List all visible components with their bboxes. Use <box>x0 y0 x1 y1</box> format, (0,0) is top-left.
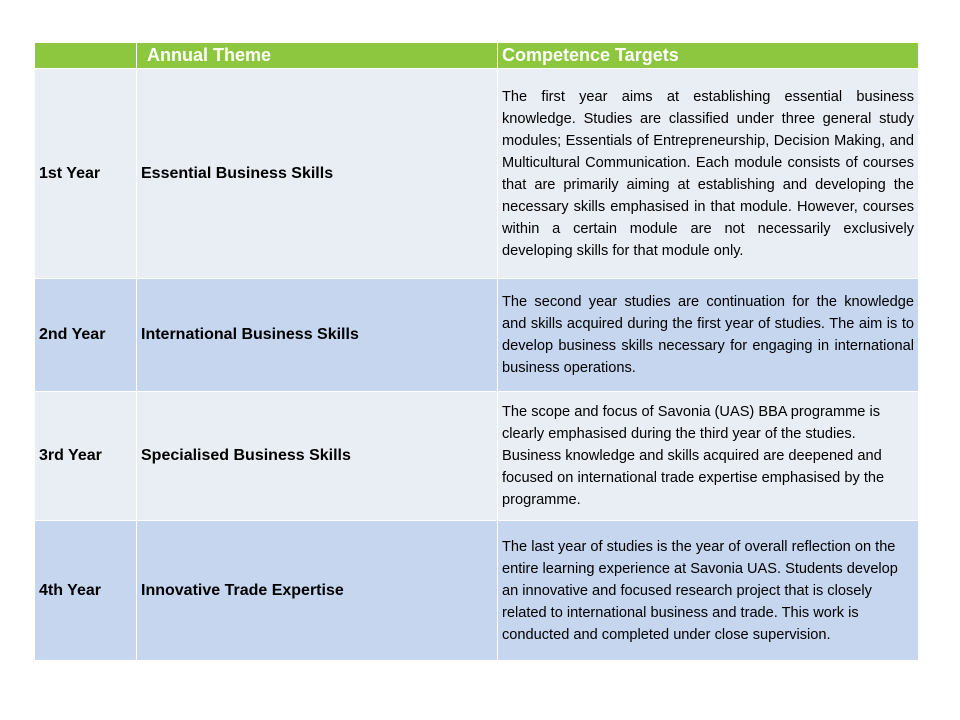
target-description: The first year aims at establishing essential business knowledge. Studies are classified under three general study modules; Essentials of Entrepreneurship, Decision Making, and Multicultural Communication. Each module consists of courses that are primarily aiming at establishing and developing the necessary skills emphasised in that module. However, courses within a certain module are not necessarily exclusively developing skills for that module only. <box>498 69 919 279</box>
header-competence-targets: Competence Targets <box>498 43 919 69</box>
target-description: The last year of studies is the year of overall reflection on the entire learning experience at Savonia UAS. Students develop an innovative and focused research project that is closely related to international business and trade. This work is conducted and completed under close supervision. <box>498 521 919 661</box>
theme-label: Specialised Business Skills <box>137 392 498 521</box>
theme-label: Essential Business Skills <box>137 69 498 279</box>
theme-label: International Business Skills <box>137 279 498 392</box>
table-row-year-4 <box>35 521 919 661</box>
table-row-year-2 <box>35 279 919 392</box>
year-label: 4th Year <box>35 521 137 661</box>
year-label: 3rd Year <box>35 392 137 521</box>
theme-label: Innovative Trade Expertise <box>137 521 498 661</box>
target-description: The scope and focus of Savonia (UAS) BBA programme is clearly emphasised during the third year of the studies. Business knowledge and skills acquired are deepened and focused on international trade expertise emphasised by the programme. <box>498 392 919 521</box>
table-row-year-3 <box>35 392 919 521</box>
header-year <box>35 43 137 69</box>
competence-table <box>34 42 919 661</box>
table-row-year-1 <box>35 69 919 279</box>
year-label: 1st Year <box>35 69 137 279</box>
target-description: The second year studies are continuation for the knowledge and skills acquired during the first year of studies. The aim is to develop business skills necessary for engaging in international business operations. <box>498 279 919 392</box>
year-label: 2nd Year <box>35 279 137 392</box>
header-annual-theme: Annual Theme <box>137 43 498 69</box>
table-header-row <box>35 43 919 69</box>
